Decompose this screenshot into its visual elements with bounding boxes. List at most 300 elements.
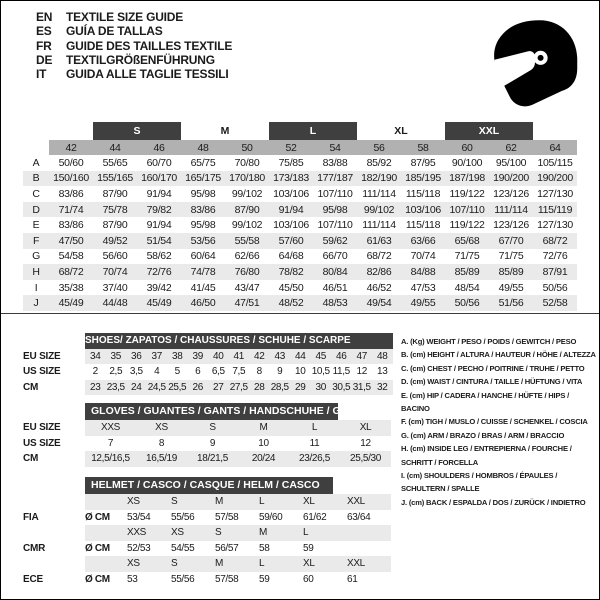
size-value-cell: 87/90 — [102, 219, 128, 232]
size-value-cell: 28,5 — [270, 380, 291, 396]
size-value-cell: 60/70 — [146, 156, 172, 169]
size-value-cell: 10 — [295, 366, 306, 378]
size-value-cell: 50/56 — [445, 295, 489, 311]
helmet-value-cell: 53 — [127, 573, 138, 585]
language-code: DE — [36, 52, 53, 67]
size-group-row — [23, 122, 577, 140]
size-value-cell: 10,5 — [311, 366, 330, 378]
legend-item: A. (Kg) WEIGHT / PESO / POIDS / GEWITCH / PESO — [401, 337, 577, 346]
size-value-cell: 90/100 — [451, 156, 483, 169]
size-value-cell: 187/198 — [445, 171, 489, 187]
size-value-cell: 6,5 — [211, 366, 225, 378]
size-value-cell: XS — [136, 420, 187, 436]
helmet-size-header: XXL — [347, 556, 391, 572]
guide-title: GUÍA DE TALLAS — [66, 24, 163, 39]
size-column-header: 56 — [357, 140, 401, 155]
size-value-cell: 45/50 — [278, 281, 304, 294]
size-value-cell: 44 — [290, 349, 311, 365]
size-column-header: 44 — [93, 140, 137, 155]
size-value-cell: 28 — [249, 380, 270, 396]
size-value-cell: 46/52 — [366, 281, 392, 294]
size-value-cell: 62/66 — [234, 250, 260, 263]
size-value-cell: 47/51 — [225, 295, 269, 311]
size-value-cell: 95/98 — [190, 219, 216, 232]
size-value-cell: 44/48 — [93, 295, 137, 311]
row-label-spacer — [23, 525, 85, 541]
helmet-size-header: L — [303, 525, 347, 541]
corner-spacer — [23, 122, 49, 140]
size-value-cell: 185/195 — [401, 171, 445, 187]
size-value-cell: 65/68 — [445, 233, 489, 249]
size-value-cell: 11 — [309, 437, 320, 449]
size-value-cell: 49/55 — [401, 295, 445, 311]
size-group-m: M — [220, 125, 230, 137]
diameter-label: Ø CM — [85, 511, 110, 523]
size-value-cell: 7,5 — [232, 366, 246, 378]
size-value-cell: 83/86 — [58, 219, 84, 232]
size-group-s: S — [93, 122, 181, 140]
guide-title: TEXTILE SIZE GUIDE — [66, 10, 184, 24]
size-value-cell: 99/102 — [231, 187, 263, 200]
sub-table-row — [23, 349, 393, 365]
helmet-size-header: XS — [127, 556, 171, 572]
helmet-value-cell: 59 — [259, 573, 270, 585]
size-value-cell: 2 — [92, 366, 98, 378]
size-value-cell: 32 — [372, 380, 393, 396]
size-column-header: 50 — [225, 140, 269, 155]
legend-item: B. (cm) HEIGHT / ALTURA / HAUTEUR / HÖHE / ALTEZZA — [401, 350, 596, 360]
sub-table-header-row — [23, 333, 393, 349]
helmet-size-row — [23, 556, 391, 572]
size-value-cell: 50/60 — [58, 156, 84, 169]
size-value-cell: 107/110 — [317, 219, 353, 232]
size-value-cell: 87/90 — [225, 202, 269, 218]
row-label: E — [32, 219, 40, 232]
language-title-list — [36, 10, 232, 81]
helmet-size-header: S — [171, 556, 215, 572]
size-value-cell: 47 — [352, 349, 373, 365]
size-value-cell: 11,5 — [332, 366, 350, 378]
legend-item: J. (cm) BACK / ESPALDA / DOS / ZURÜCK / INDIETRO — [401, 497, 586, 507]
size-value-cell: 76/80 — [225, 264, 269, 280]
size-value-cell: 95/100 — [495, 156, 527, 169]
helmet-value-cell: 59/60 — [259, 511, 283, 523]
legend-item: G. (cm) ARM / BRAZO / BRAS / ARM / BRACCIO — [401, 430, 565, 440]
size-value-cell: 52/58 — [533, 295, 577, 311]
size-value-cell: 54/58 — [58, 250, 84, 263]
size-value-cell: 107/110 — [317, 187, 353, 200]
row-label: EU SIZE — [23, 422, 61, 434]
size-value-cell: 83/86 — [181, 202, 225, 218]
measurement-row — [23, 295, 577, 311]
size-value-cell: 41 — [229, 349, 250, 365]
size-value-cell: XXS — [85, 420, 136, 436]
row-label-spacer — [23, 140, 49, 155]
size-value-cell: 24,5 — [147, 380, 168, 396]
size-value-cell: 8 — [158, 437, 165, 449]
size-value-cell: 68/72 — [533, 233, 577, 249]
size-value-cell: 51/56 — [489, 295, 533, 311]
sub-table-header-row — [23, 403, 391, 420]
helmet-size-row — [23, 525, 391, 541]
row-label-spacer — [23, 403, 85, 420]
helmet-size-table — [23, 477, 391, 587]
size-value-cell: 34 — [85, 349, 106, 365]
gloves-table-title: GLOVES / GUANTES / GANTS / HANDSCHUHE / GUANTI — [85, 403, 338, 420]
size-value-cell: 47/53 — [410, 281, 436, 294]
size-value-cell: 23 — [85, 380, 106, 396]
size-value-cell: 46/50 — [181, 295, 225, 311]
row-label: B — [23, 171, 49, 187]
measurement-row — [23, 202, 577, 218]
size-value-cell: 18/21,5 — [187, 451, 238, 467]
helmet-value-cell: 61 — [347, 573, 358, 585]
size-value-cell: 27,5 — [229, 380, 250, 396]
row-label: C — [32, 187, 40, 200]
size-value-cell: 43/47 — [234, 281, 260, 294]
size-value-cell: 26 — [188, 380, 209, 396]
shoes-table-title: SHOES/ ZAPATOS / CHAUSSURES / SCHUHE / SCARPE — [85, 333, 393, 349]
row-label: G — [32, 250, 40, 263]
size-value-cell: 72/76 — [542, 250, 568, 263]
size-value-cell: 48/54 — [454, 281, 480, 294]
size-value-cell: 74/78 — [181, 264, 225, 280]
helmet-value-cell: 54/55 — [171, 542, 195, 554]
helmet-value-row — [23, 541, 391, 557]
helmet-size-header: XXS — [127, 525, 171, 541]
size-value-cell: 56/60 — [102, 250, 128, 263]
size-value-cell: 49/54 — [357, 295, 401, 311]
size-value-cell: 42 — [249, 349, 270, 365]
size-value-cell: 85/92 — [366, 156, 392, 169]
language-row — [36, 24, 232, 38]
size-value-cell: 27 — [208, 380, 229, 396]
size-value-cell: 36 — [126, 349, 147, 365]
size-group-l: L — [269, 122, 357, 140]
size-row-spacer — [85, 494, 127, 510]
size-value-cell: 16,5/19 — [136, 451, 187, 467]
standard-label: FIA — [23, 511, 39, 523]
language-row — [36, 67, 232, 81]
size-value-cell: 29 — [290, 380, 311, 396]
size-value-cell: 48/53 — [313, 295, 357, 311]
size-value-cell: 111/114 — [489, 202, 533, 218]
size-value-cell: 59/62 — [313, 233, 357, 249]
textile-size-table — [23, 122, 577, 311]
size-value-cell: 95/98 — [190, 187, 216, 200]
size-group-xxl: XXL — [445, 122, 533, 140]
size-value-cell: 30,5 — [331, 380, 352, 396]
size-value-cell: 111/114 — [362, 187, 396, 200]
size-value-cell: 99/102 — [357, 202, 401, 218]
size-value-cell: 38 — [167, 349, 188, 365]
size-value-cell: 49/55 — [498, 281, 524, 294]
measurement-row — [23, 233, 577, 249]
size-value-cell: 46 — [331, 349, 352, 365]
helmet-table-title: HELMET / CASCO / CASQUE / HELM / CASCO — [85, 477, 333, 494]
size-value-cell: 103/106 — [401, 202, 445, 218]
size-value-cell: 60/64 — [190, 250, 216, 263]
row-label: D — [23, 202, 49, 218]
size-value-cell: 71/74 — [49, 202, 93, 218]
legend-item: I. (cm) SHOULDERS / HOMBROS / ÉPAULES / SCHULTERN / SPALLE — [401, 471, 558, 494]
size-value-cell: 123/126 — [493, 219, 529, 232]
measurement-row — [23, 186, 577, 202]
size-value-cell: 37/40 — [102, 281, 128, 294]
size-value-cell: 65/75 — [190, 156, 216, 169]
size-column-header: 64 — [533, 140, 577, 155]
guide-title: GUIDE DES TAILLES TEXTILE — [66, 38, 233, 53]
size-value-cell: 3,5 — [129, 366, 143, 378]
size-value-cell: 127/130 — [537, 219, 573, 232]
sub-table-row — [23, 451, 391, 467]
size-value-cell: 87/95 — [410, 156, 436, 169]
helmet-value-cell: 52/53 — [127, 542, 151, 554]
size-row-spacer — [85, 525, 127, 541]
size-value-cell: 99/102 — [231, 219, 263, 232]
language-row — [36, 53, 232, 67]
size-value-cell: 190/200 — [533, 171, 577, 187]
gloves-size-table — [23, 403, 391, 467]
size-value-cell: 9 — [277, 366, 283, 378]
size-value-cell: 95/98 — [313, 202, 357, 218]
size-value-cell: 70/74 — [410, 250, 436, 263]
size-value-cell: 70/80 — [234, 156, 260, 169]
language-row — [36, 39, 232, 53]
size-value-cell: 48/52 — [269, 295, 313, 311]
size-value-cell: 70/74 — [93, 264, 137, 280]
helmet-size-header: XL — [303, 556, 347, 572]
size-value-cell: 57/60 — [269, 233, 313, 249]
size-value-cell: 103/106 — [273, 219, 309, 232]
measurement-row — [23, 217, 577, 233]
size-value-cell: 119/122 — [449, 219, 485, 232]
sub-table-row — [23, 380, 393, 396]
helmet-icon — [487, 16, 581, 111]
size-value-cell: 45 — [311, 349, 332, 365]
size-value-cell: 53/56 — [181, 233, 225, 249]
size-value-cell: 61/63 — [357, 233, 401, 249]
size-value-cell: 13 — [377, 366, 388, 378]
helmet-value-cell: 53/54 — [127, 511, 151, 523]
size-value-cell: 170/180 — [225, 171, 269, 187]
helmet-size-row — [23, 494, 391, 510]
size-value-cell: 35/38 — [58, 281, 84, 294]
size-value-cell: 37 — [147, 349, 168, 365]
standard-label: CMR — [23, 542, 46, 554]
size-group-xl: XL — [394, 125, 408, 137]
helmet-size-header: L — [259, 494, 303, 510]
size-row-spacer — [85, 556, 127, 572]
measurement-row — [23, 249, 577, 265]
size-value-cell: 79/82 — [137, 202, 181, 218]
size-value-cell: 46/51 — [322, 281, 348, 294]
size-value-cell: 45/49 — [137, 295, 181, 311]
group-spacer — [49, 122, 93, 140]
row-label: US SIZE — [23, 437, 61, 449]
size-value-cell: 9 — [209, 437, 216, 449]
header-cell — [85, 403, 391, 420]
size-value-cell: 115/118 — [405, 219, 441, 232]
size-value-cell: 165/175 — [181, 171, 225, 187]
size-value-cell: 35 — [106, 349, 127, 365]
size-value-cell: 105/115 — [537, 156, 573, 169]
helmet-value-cell: 63/64 — [347, 511, 371, 523]
size-value-cell: 91/94 — [146, 219, 172, 232]
size-value-cell: 10 — [258, 437, 269, 449]
row-label-spacer — [23, 477, 85, 494]
legend-item: H. (cm) INSIDE LEG / ENTREPIERNA / FOURCHE / SCHRITT / FORCELLA — [401, 444, 572, 467]
size-value-cell: 72/76 — [137, 264, 181, 280]
size-value-cell: 5 — [174, 366, 180, 378]
helmet-value-cell: 61/62 — [303, 511, 327, 523]
size-value-cell: 173/183 — [269, 171, 313, 187]
language-code: ES — [36, 24, 52, 39]
measurement-row — [23, 280, 577, 296]
size-value-cell: 107/110 — [445, 202, 489, 218]
size-value-cell: 31,5 — [352, 380, 373, 396]
row-label: J — [23, 295, 49, 311]
row-label-spacer — [23, 333, 85, 349]
size-value-cell: 58/62 — [146, 250, 172, 263]
measurement-row — [23, 155, 577, 171]
row-label: A — [32, 156, 40, 169]
helmet-size-header: L — [259, 556, 303, 572]
size-value-cell: 41/45 — [190, 281, 216, 294]
size-value-cell: 4 — [154, 366, 160, 378]
helmet-value-cell: 59 — [303, 542, 314, 554]
size-value-cell: 67/70 — [489, 233, 533, 249]
size-column-header: 60 — [445, 140, 489, 155]
size-value-cell: 85/89 — [489, 264, 533, 280]
helmet-size-header: XS — [171, 525, 215, 541]
diameter-label: Ø CM — [85, 542, 110, 554]
size-value-cell: 160/170 — [137, 171, 181, 187]
guide-title: TEXTILGRÖßENFÜHRUNG — [66, 52, 215, 67]
size-value-cell: 51/54 — [137, 233, 181, 249]
legend-item: C. (cm) CHEST / PECHO / POITRINE / TRUHE / PETTO — [401, 363, 585, 373]
size-value-cell: 23/26,5 — [289, 451, 340, 467]
size-value-cell: 63/66 — [401, 233, 445, 249]
row-label: H — [23, 264, 49, 280]
sub-table-row — [23, 436, 391, 452]
size-value-cell: 87/91 — [533, 264, 577, 280]
language-row — [36, 10, 232, 24]
size-value-cell: 182/190 — [357, 171, 401, 187]
diameter-label: Ø CM — [85, 573, 110, 585]
size-value-cell: 45/49 — [49, 295, 93, 311]
shoes-size-table — [23, 333, 393, 395]
size-column-header: 42 — [49, 140, 93, 155]
row-label: CM — [23, 453, 39, 465]
size-value-cell: XL — [340, 420, 391, 436]
size-value-cell: 82/86 — [357, 264, 401, 280]
size-value-cell: 75/85 — [278, 156, 304, 169]
size-column-header: 48 — [181, 140, 225, 155]
helmet-size-header: S — [171, 494, 215, 510]
helmet-value-cell: 55/56 — [171, 573, 195, 585]
size-value-cell: 83/86 — [58, 187, 84, 200]
helmet-size-header: XS — [127, 494, 171, 510]
size-value-cell: 115/118 — [405, 187, 441, 200]
size-value-cell: 30 — [311, 380, 332, 396]
size-column-header: 46 — [137, 140, 181, 155]
helmet-value-cell: 57/58 — [215, 573, 239, 585]
row-label: CM — [23, 381, 39, 393]
size-value-cell: 85/89 — [445, 264, 489, 280]
size-value-cell: 84/88 — [401, 264, 445, 280]
helmet-value-row — [23, 572, 391, 588]
size-value-cell: M — [238, 420, 289, 436]
size-value-cell: 103/106 — [273, 187, 309, 200]
size-value-cell: 23,5 — [106, 380, 127, 396]
guide-title: GUIDA ALLE TAGLIE TESSILI — [66, 67, 229, 82]
size-value-cell: 8 — [256, 366, 262, 378]
size-value-cell: L — [289, 420, 340, 436]
size-value-cell: 123/126 — [493, 187, 529, 200]
size-value-cell: 71/75 — [454, 250, 480, 263]
section-divider — [1, 313, 599, 314]
size-value-cell: 12 — [360, 437, 371, 449]
helmet-size-header: XL — [303, 494, 347, 510]
sub-table-row — [23, 420, 391, 436]
measurement-row — [23, 264, 577, 280]
sub-table-header-row — [23, 477, 391, 494]
row-label: I — [34, 281, 38, 294]
legend-item: F. (cm) TIGH / MUSLO / CUISSE / SCHENKEL / COSCIA — [401, 417, 588, 427]
size-value-cell: 119/122 — [449, 187, 485, 200]
size-value-cell: 64/68 — [278, 250, 304, 263]
helmet-value-cell: 58 — [259, 542, 270, 554]
size-column-header: 62 — [489, 140, 533, 155]
size-value-cell: 80/84 — [313, 264, 357, 280]
size-value-cell: 49/52 — [93, 233, 137, 249]
size-value-cell: 190/200 — [489, 171, 533, 187]
size-value-cell: 91/94 — [146, 187, 172, 200]
helmet-value-cell: 60 — [303, 573, 314, 585]
size-value-cell: 55/65 — [102, 156, 128, 169]
sub-table-row — [23, 364, 393, 380]
size-value-cell: 39/42 — [146, 281, 172, 294]
row-label-spacer — [23, 556, 85, 572]
size-value-cell: S — [187, 420, 238, 436]
helmet-size-header: S — [215, 525, 259, 541]
header-cell — [85, 477, 391, 494]
group-spacer — [533, 122, 577, 140]
size-value-cell: 155/165 — [93, 171, 137, 187]
helmet-value-cell: 56/57 — [215, 542, 239, 554]
language-code: FR — [36, 38, 52, 53]
size-value-cell: 66/70 — [322, 250, 348, 263]
size-value-cell: 78/82 — [269, 264, 313, 280]
measurement-legend — [401, 335, 599, 509]
helmet-size-header: XXL — [347, 494, 391, 510]
helmet-size-header: M — [215, 556, 259, 572]
helmet-value-cell: 57/58 — [215, 511, 239, 523]
size-value-cell: 55/58 — [225, 233, 269, 249]
size-value-cell: 24 — [126, 380, 147, 396]
language-code: EN — [36, 10, 53, 24]
size-value-cell: 12 — [356, 366, 367, 378]
helmet-value-row — [23, 510, 391, 526]
size-value-cell: 7 — [107, 437, 114, 449]
size-column-header: 52 — [269, 140, 313, 155]
standard-label: ECE — [23, 573, 43, 585]
size-value-cell: 83/88 — [322, 156, 348, 169]
row-label-spacer — [23, 494, 85, 510]
size-value-cell: 25,5 — [167, 380, 188, 396]
size-value-cell: 115/119 — [533, 202, 577, 218]
